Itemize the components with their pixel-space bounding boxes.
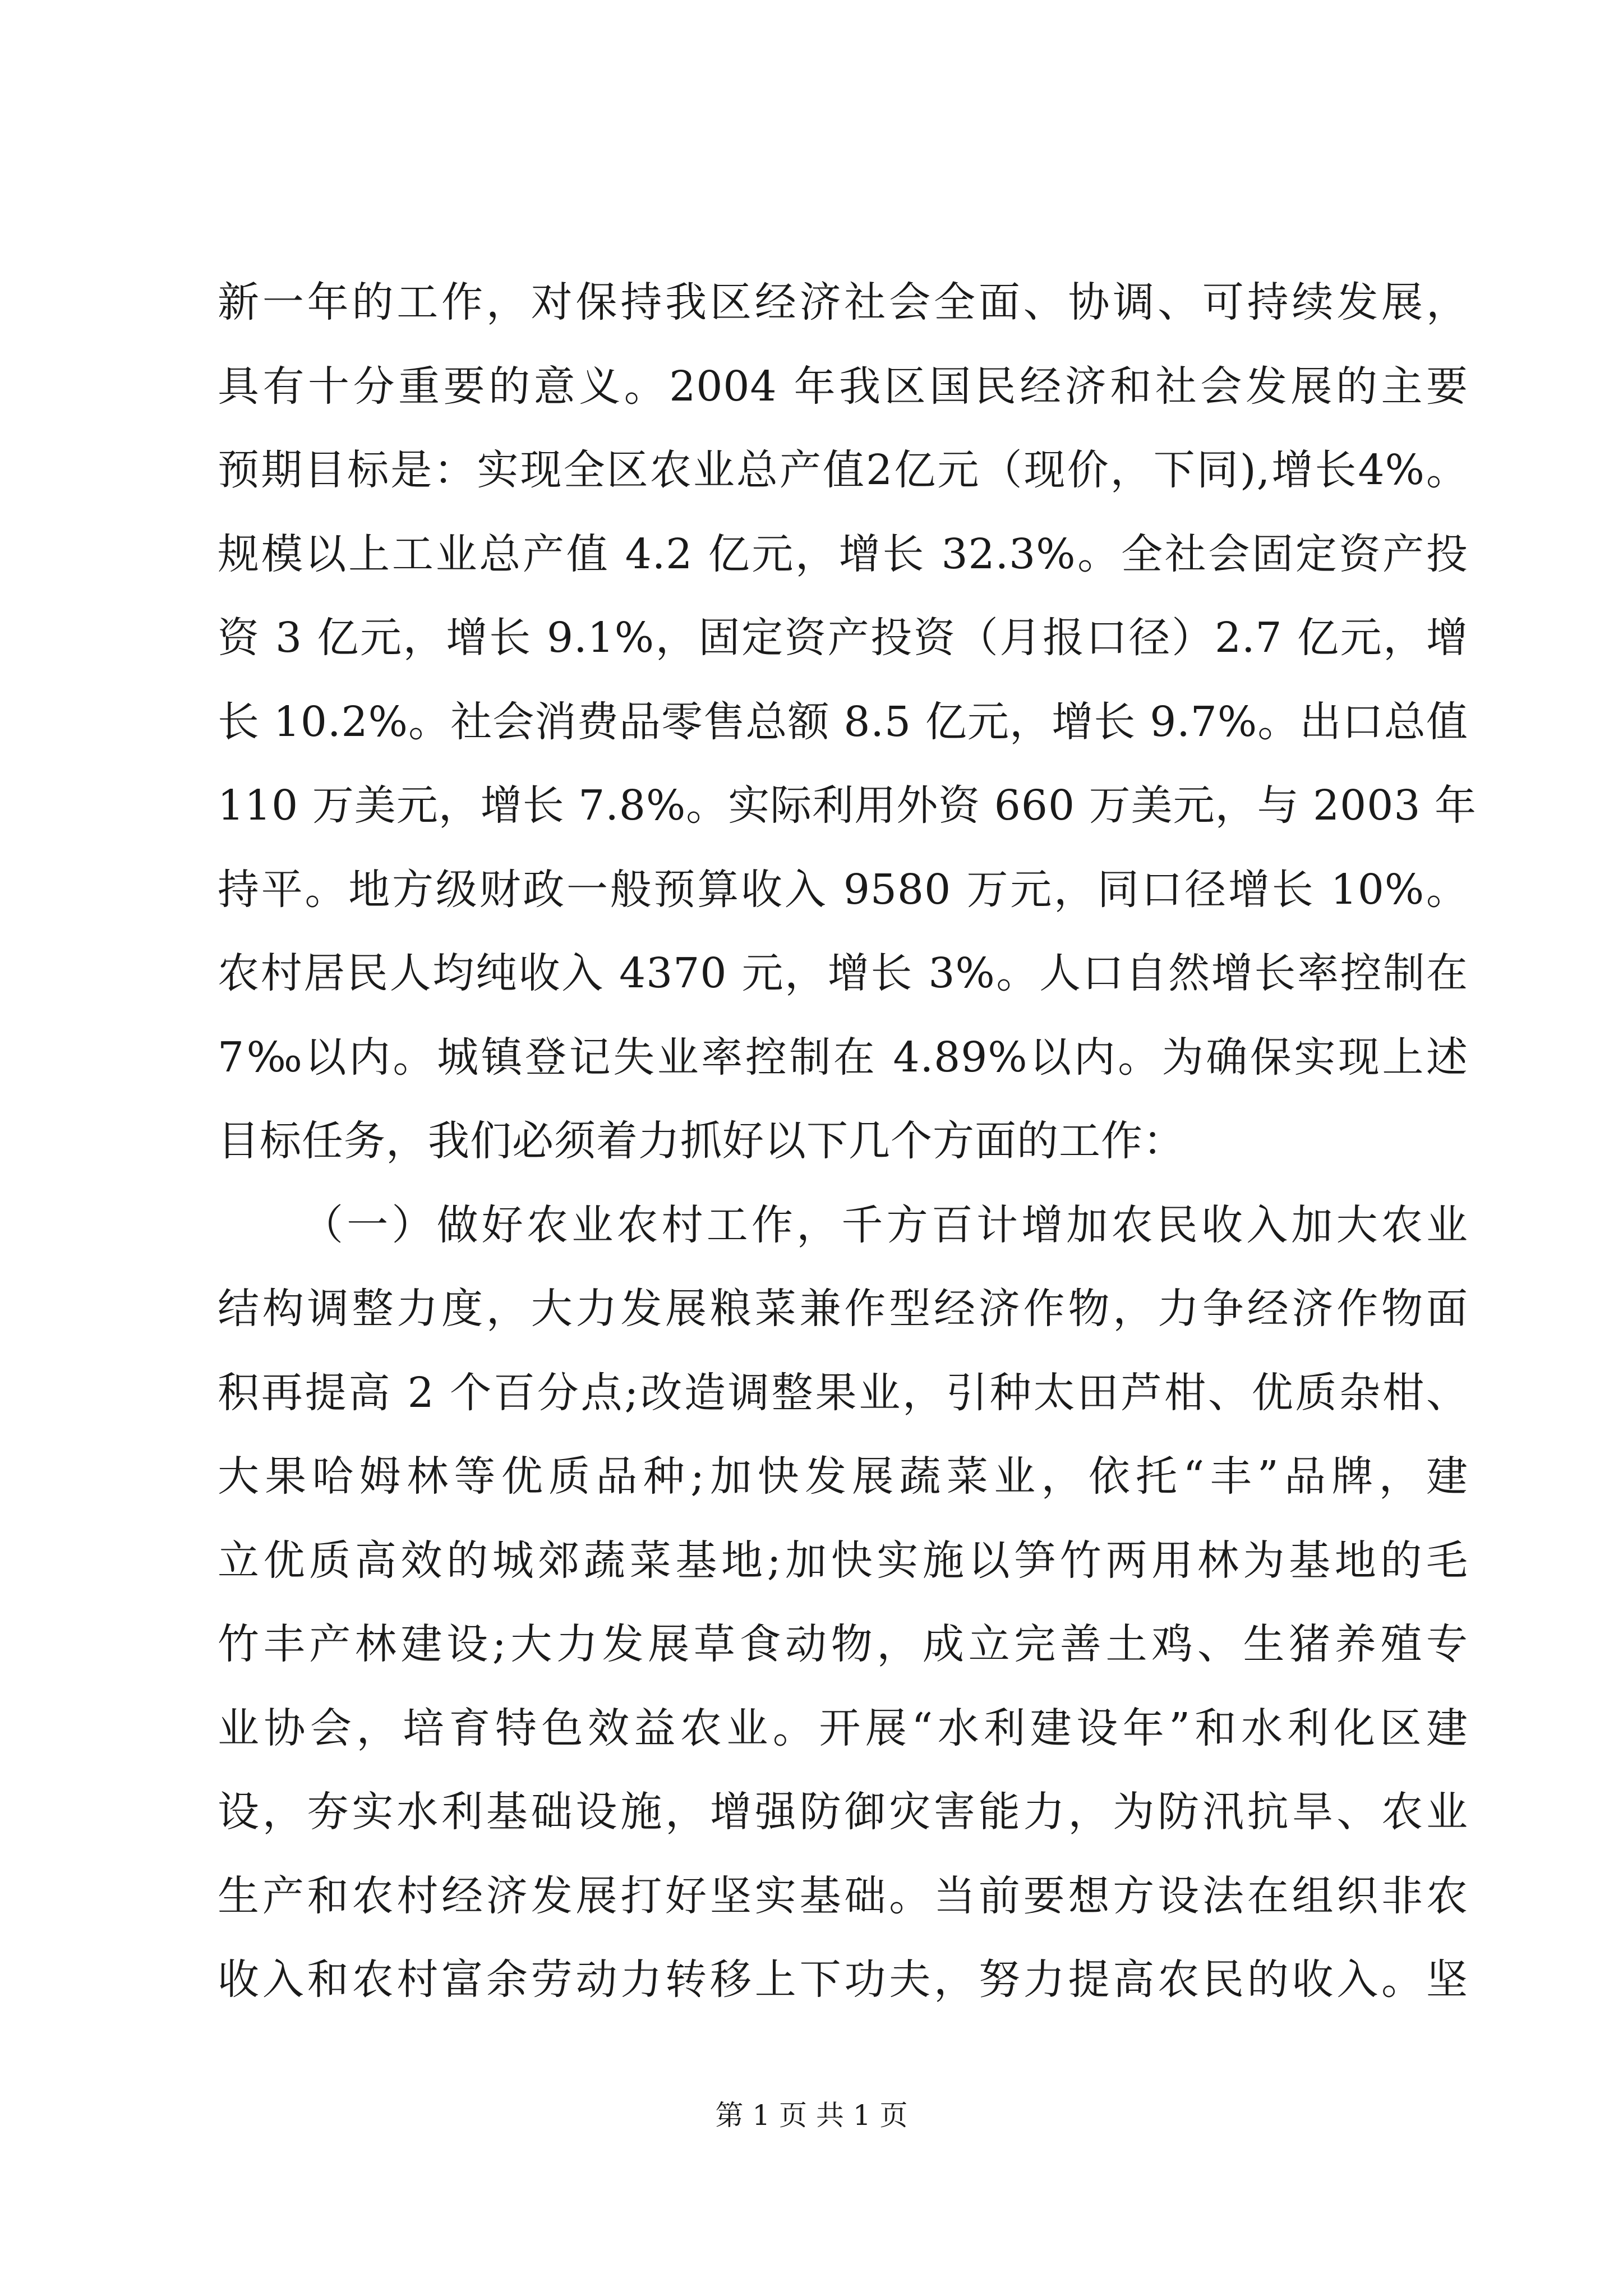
text-line: 设，夯实水利基础设施，增强防御灾害能力，为防汛抗旱、农业 [218,1788,1468,1836]
text-line: 资 3 亿元，增长 9.1%，固定资产投资（月报口径）2.7 亿元，增 [218,614,1468,662]
text-line: 长 10.2%。社会消费品零售总额 8.5 亿元，增长 9.7%。出口总值 [218,697,1468,746]
text-line: 目标任务，我们必须着力抓好以下几个方面的工作： [218,1117,1185,1165]
text-line: 大果哈姆林等优质品种;加快发展蔬菜业，依托“丰”品牌，建 [218,1452,1468,1501]
text-line: 农村居民人均纯收入 4370 元，增长 3%。人口自然增长率控制在 [218,949,1468,997]
text-line: 7‰以内。城镇登记失业率控制在 4.89%以内。为确保实现上述 [218,1033,1468,1082]
text-line: 竹丰产林建设;大力发展草食动物，成立完善土鸡、生猪养殖专 [218,1620,1468,1668]
text-line: 具有十分重要的意义。2004 年我区国民经济和社会发展的主要 [218,362,1468,411]
text-line: 新一年的工作，对保持我区经济社会全面、协调、可持续发展， [218,278,1468,326]
text-line: 收入和农村富余劳动力转移上下功夫，努力提高农民的收入。坚 [218,1955,1468,2004]
text-line: 业协会，培育特色效益农业。开展“水利建设年”和水利化区建 [218,1704,1468,1752]
text-line: 110 万美元，增长 7.8%。实际利用外资 660 万美元，与 2003 年 [218,781,1477,830]
text-line: 规模以上工业总产值 4.2 亿元，增长 32.3%。全社会固定资产投 [218,530,1468,578]
text-line: 立优质高效的城郊蔬菜基地;加快实施以笋竹两用林为基地的毛 [218,1536,1468,1585]
text-line: 结构调整力度，大力发展粮菜兼作型经济作物，力争经济作物面 [218,1285,1468,1333]
text-line: （一）做好农业农村工作，千方百计增加农民收入加大农业 [302,1200,1468,1249]
text-line: 生产和农村经济发展打好坚实基础。当前要想方设法在组织非农 [218,1871,1468,1920]
text-line: 持平。地方级财政一般预算收入 9580 万元，同口径增长 10%。 [218,865,1468,914]
page-footer: 第 1 页 共 1 页 [715,2099,908,2132]
body-text [218,261,1477,2022]
text-line: 积再提高 2 个百分点;改造调整果业，引种太田芦柑、优质杂柑、 [218,1368,1468,1417]
text-line: 预期目标是：实现全区农业总产值2亿元（现价，下同),增长4%。 [218,446,1468,494]
